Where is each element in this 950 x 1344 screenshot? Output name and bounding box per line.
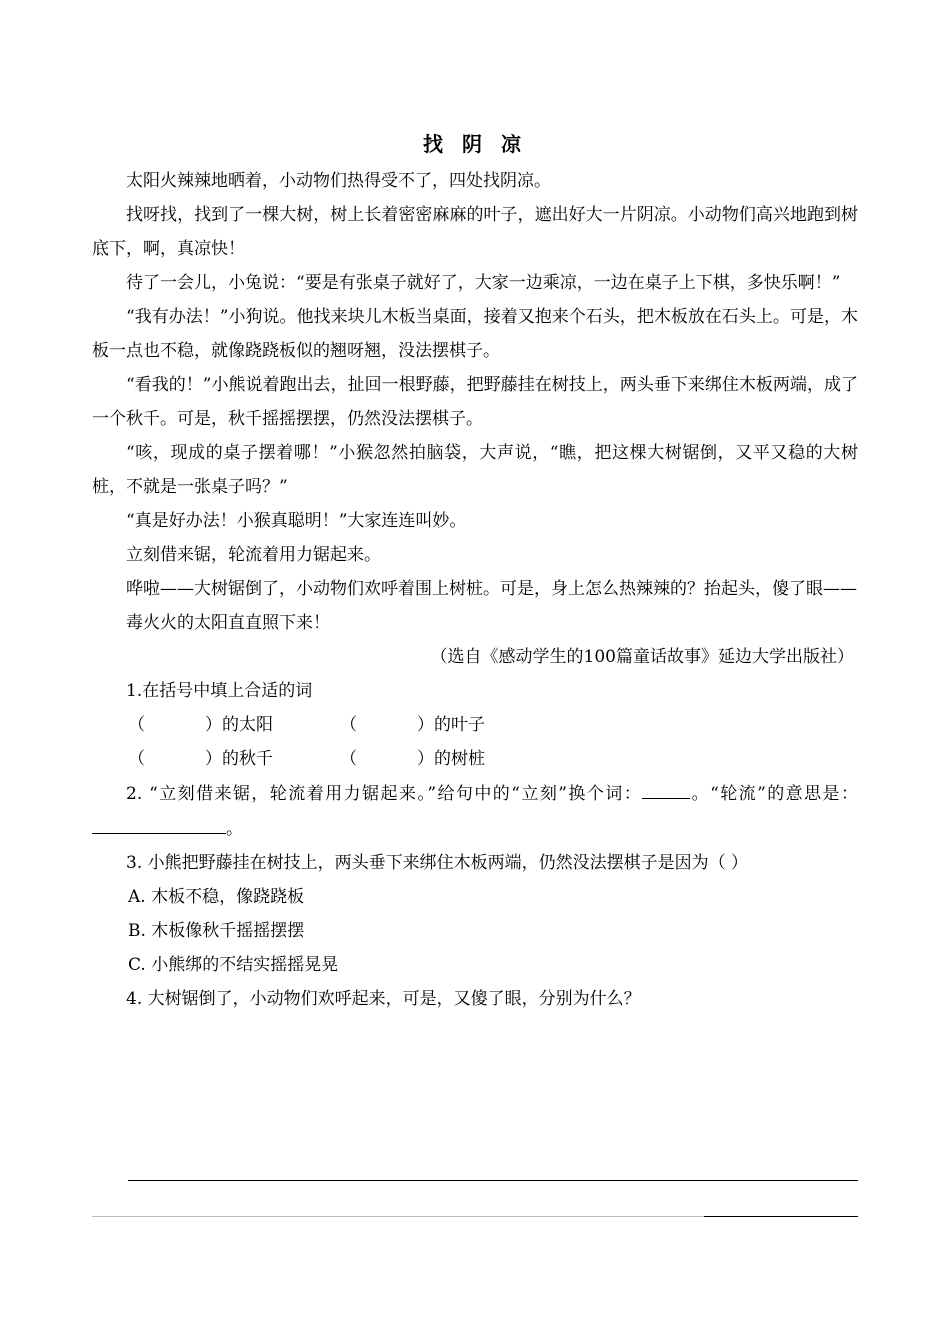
story-paragraph: “看我的！”小熊说着跑出去，扯回一根野藤，把野藤挂在树技上，两头垂下来绑住木板两端，成了一个秋千。可是，秋千摇摇摆摆，仍然没法摆棋子。: [92, 375, 858, 429]
answer-blank-synonym[interactable]: [642, 776, 690, 799]
story-paragraph: 哗啦——大树锯倒了，小动物们欢呼着围上树桩。可是，身上怎么热辣辣的？抬起头，傻了眼——: [126, 579, 857, 599]
story-paragraph: 立刻借来锯，轮流着用力锯起来。: [126, 545, 381, 565]
question-3-option-a[interactable]: A. 木板不稳，像跷跷板: [128, 887, 305, 907]
answer-blank-meaning[interactable]: [92, 811, 226, 834]
source-citation: （选自《感动学生的100篇童话故事》延边大学出版社）: [430, 647, 854, 667]
blank-suffix: ）的秋千: [205, 749, 273, 769]
open-paren: （: [128, 749, 145, 769]
question-3-option-b[interactable]: B. 木板像秋千摇摇摆摆: [128, 921, 305, 941]
story-paragraph: 待了一会儿，小兔说：“要是有张桌子就好了，大家一边乘凉，一边在桌子上下棋，多快乐啊！”: [126, 273, 841, 293]
story-paragraph: “咳，现成的桌子摆着哪！”小猴忽然拍脑袋，大声说，“瞧，把这棵大树锯倒，又平又稳的大树桩，不就是一张桌子吗？”: [92, 443, 858, 497]
answer-line[interactable]: [128, 1180, 858, 1181]
blank-suffix: ）的叶子: [417, 715, 485, 735]
question-2: [92, 776, 858, 846]
question-2-text: 。“轮流”的意思是：: [690, 784, 858, 804]
open-paren: （: [340, 749, 357, 769]
question-1-row: [92, 742, 858, 776]
worksheet-content: [92, 164, 858, 1016]
open-paren: （: [128, 715, 145, 735]
page-title: 找 阴 凉: [423, 132, 527, 156]
story-paragraph: “我有办法！”小狗说。他找来块儿木板当桌面，接着又抱来个石头，把木板放在石头上。可是，木板一点也不稳，就像跷跷板似的翘呀翘，没法摆棋子。: [92, 307, 858, 361]
divider: [92, 1216, 704, 1217]
question-2-text: 2. “立刻借来锯，轮流着用力锯起来。”给句中的“立刻”换个词：: [126, 784, 643, 804]
blank-suffix: ）的树桩: [417, 749, 485, 769]
open-paren: （: [340, 715, 357, 735]
story-paragraph: 找呀找，找到了一棵大树，树上长着密密麻麻的叶子，遮出好大一片阴凉。小动物们高兴地跑到树底下，啊，真凉快！: [92, 205, 858, 259]
divider: [704, 1216, 858, 1217]
story-paragraph: 太阳火辣辣地晒着，小动物们热得受不了，四处找阴凉。: [126, 171, 551, 191]
question-3-prompt: 3. 小熊把野藤挂在树技上，两头垂下来绑住木板两端，仍然没法摆棋子是因为（ ）: [126, 853, 749, 873]
question-1-row: [92, 708, 858, 742]
question-1-prompt: 1.在括号中填上合适的词: [126, 681, 313, 701]
blank-suffix: ）的太阳: [205, 715, 273, 735]
question-2-text: 。: [226, 819, 243, 839]
question-4-prompt: 4. 大树锯倒了，小动物们欢呼起来，可是，又傻了眼，分别为什么？: [126, 989, 641, 1009]
story-paragraph: “真是好办法！小猴真聪明！”大家连连叫妙。: [126, 511, 467, 531]
story-paragraph: 毒火火的太阳直直照下来！: [126, 613, 330, 633]
question-3-option-c[interactable]: C. 小熊绑的不结实摇摇晃晃: [128, 955, 339, 975]
